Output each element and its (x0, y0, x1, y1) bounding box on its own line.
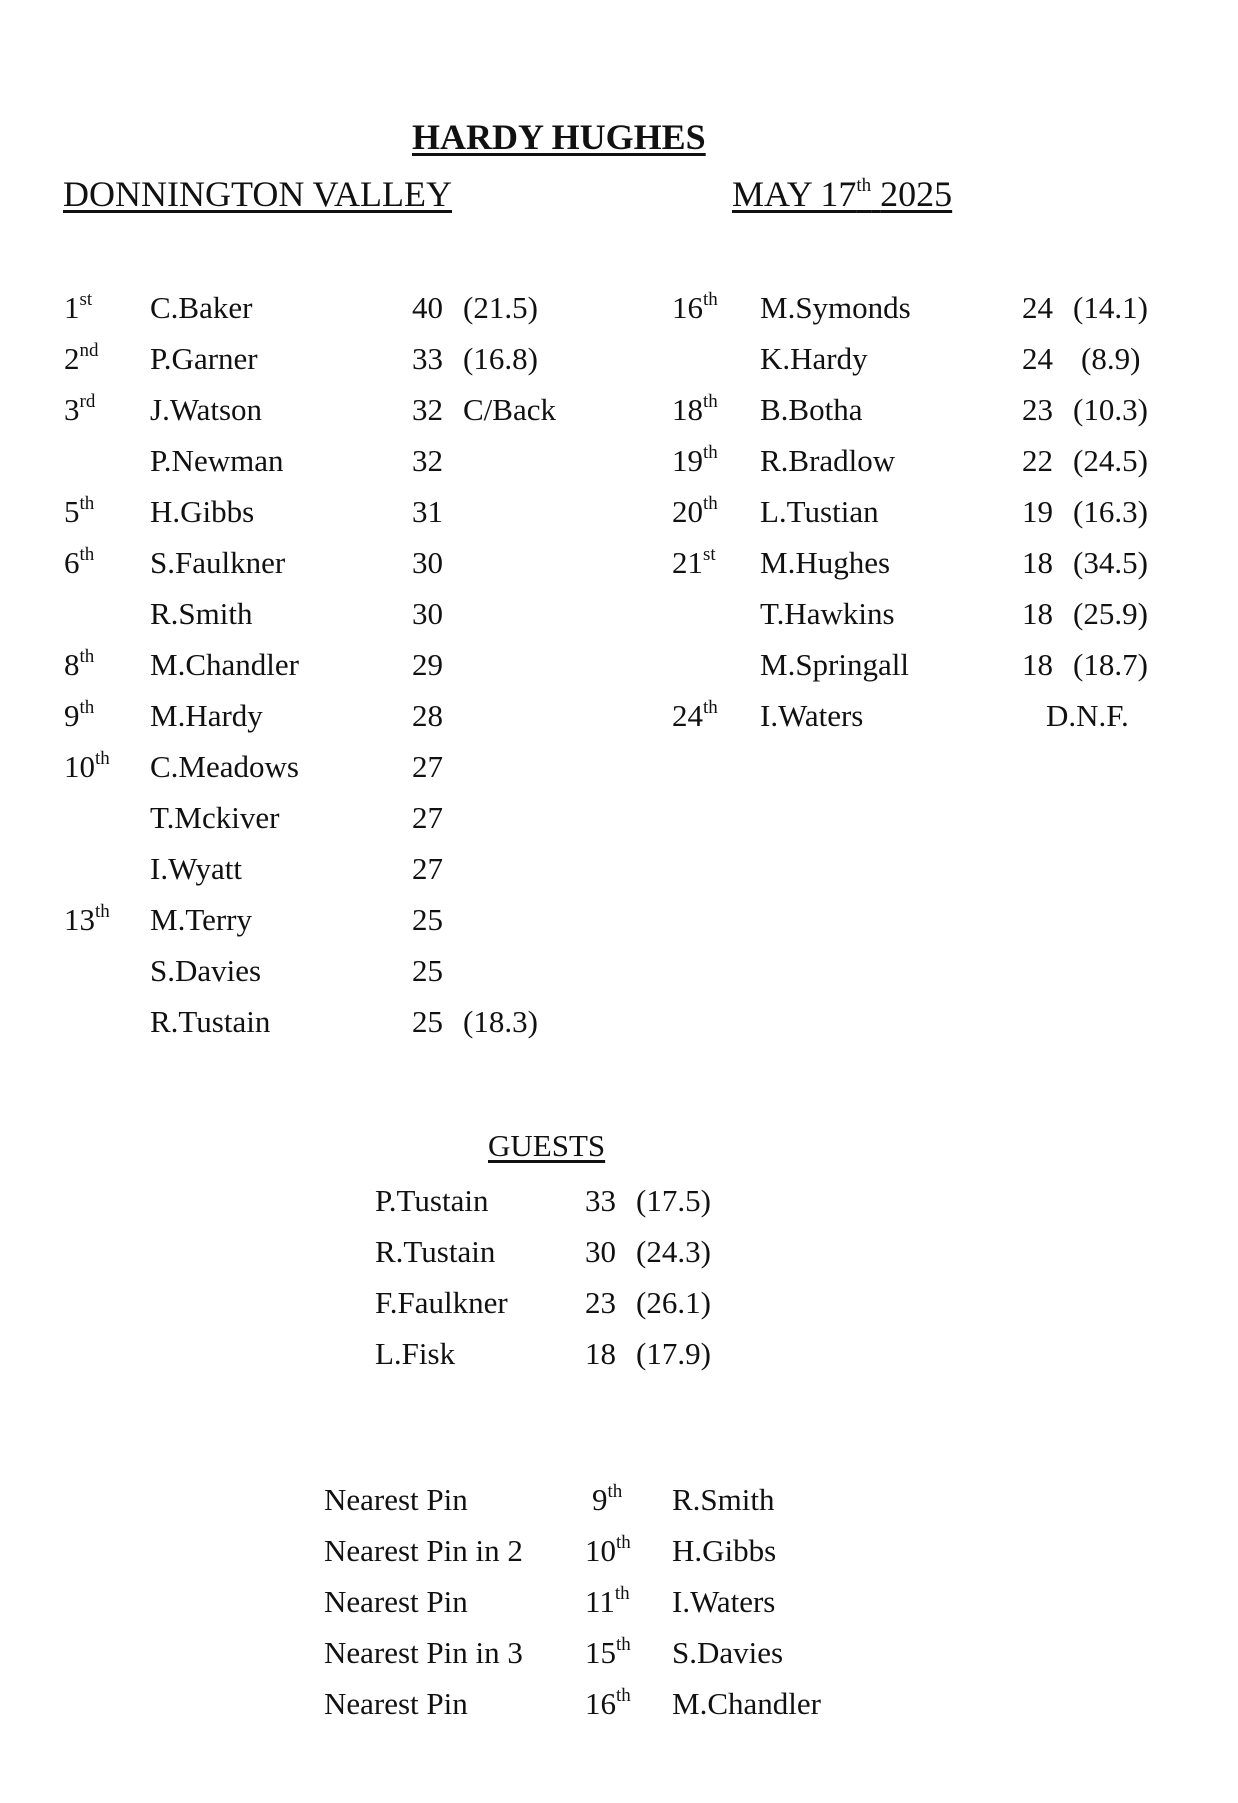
player-score: 18 (1022, 647, 1053, 682)
player-note: (25.9) (1073, 596, 1148, 631)
player-note: (21.5) (463, 290, 538, 325)
player-note: (18.7) (1073, 647, 1148, 682)
result-position (64, 741, 110, 792)
result-row (0, 996, 1238, 1047)
event-date (732, 173, 952, 215)
player-note: (16.3) (1073, 494, 1148, 529)
event-date-year: 2025 (880, 174, 953, 214)
player-name: S.Davies (150, 953, 262, 988)
guest-note: (17.5) (636, 1183, 711, 1218)
result-row (0, 690, 1238, 741)
nearest-pin-label: Nearest Pin in 2 (324, 1533, 523, 1568)
player-note: (34.5) (1073, 545, 1148, 580)
player-score: 40 (412, 290, 443, 325)
guest-row (0, 1226, 1238, 1277)
player-score: 27 (412, 800, 443, 835)
result-position-number: 3 (64, 392, 80, 427)
player-score: 22 (1022, 443, 1053, 478)
guest-name: F.Faulkner (375, 1285, 508, 1320)
player-score: 27 (412, 749, 443, 784)
player-score: 30 (412, 596, 443, 631)
result-position (672, 690, 718, 741)
nearest-pin-winner: M.Chandler (672, 1686, 821, 1721)
player-score: 32 (412, 392, 443, 427)
result-position-suffix: st (703, 543, 716, 565)
nearest-pin-hole (585, 1525, 631, 1576)
result-row (0, 333, 1238, 384)
player-score: 25 (412, 1004, 443, 1039)
nearest-pin-hole-number: 11 (585, 1584, 615, 1619)
result-row (0, 486, 1238, 537)
guest-score: 33 (585, 1183, 616, 1218)
result-position-number: 6 (64, 545, 80, 580)
player-name: J.Watson (150, 392, 263, 427)
nearest-pin-winner: R.Smith (672, 1482, 775, 1517)
nearest-pin-winner: S.Davies (672, 1635, 784, 1670)
player-note: D.N.F. (1046, 698, 1129, 733)
guest-score: 18 (585, 1336, 616, 1371)
result-row (0, 843, 1238, 894)
player-note: (24.5) (1073, 443, 1148, 478)
nearest-pin-hole-number: 10 (585, 1533, 616, 1568)
result-row (0, 792, 1238, 843)
nearest-pin-row (0, 1627, 1238, 1678)
nearest-pin-winner: H.Gibbs (672, 1533, 777, 1568)
result-position-number: 9 (64, 698, 80, 733)
player-name: I.Wyatt (150, 851, 242, 886)
result-position-suffix: nd (79, 339, 99, 361)
result-position (672, 282, 718, 333)
nearest-pin-label: Nearest Pin (324, 1686, 468, 1721)
result-position-number: 21 (672, 545, 703, 580)
result-position-suffix: rd (79, 390, 96, 412)
guest-name: P.Tustain (375, 1183, 489, 1218)
result-position (672, 435, 718, 486)
result-position-number: 18 (672, 392, 703, 427)
guest-row (0, 1175, 1238, 1226)
guest-note: (24.3) (636, 1234, 711, 1269)
player-note: (14.1) (1073, 290, 1148, 325)
player-score: 18 (1022, 596, 1053, 631)
nearest-pin-hole-suffix: th (616, 1684, 631, 1706)
guest-score: 23 (585, 1285, 616, 1320)
nearest-pin-hole-suffix: th (607, 1480, 623, 1502)
player-name: S.Faulkner (150, 545, 286, 580)
player-note: (10.3) (1073, 392, 1148, 427)
guest-note: (26.1) (636, 1285, 711, 1320)
player-name: T.Hawkins (760, 596, 895, 631)
player-score: 27 (412, 851, 443, 886)
player-name: M.Hardy (150, 698, 263, 733)
event-date-suffix: th (856, 175, 872, 196)
result-position-number: 8 (64, 647, 80, 682)
venue-name: DONNINGTON VALLEY (63, 174, 452, 214)
player-name: M.Springall (760, 647, 909, 682)
player-name: P.Newman (150, 443, 284, 478)
player-name: P.Garner (150, 341, 258, 376)
result-position (672, 384, 718, 435)
guest-score: 30 (585, 1234, 616, 1269)
player-score: 30 (412, 545, 443, 580)
player-name: H.Gibbs (150, 494, 255, 529)
player-score: 31 (412, 494, 443, 529)
result-position-suffix: th (703, 390, 718, 412)
nearest-pin-label: Nearest Pin (324, 1584, 468, 1619)
result-position-suffix: th (95, 747, 110, 769)
player-score: 23 (1022, 392, 1053, 427)
player-note: (16.8) (463, 341, 538, 376)
nearest-pin-hole-suffix: th (616, 1633, 631, 1655)
player-score: 25 (412, 953, 443, 988)
result-position-suffix: th (79, 492, 95, 514)
player-score: 28 (412, 698, 443, 733)
nearest-pin-hole-suffix: th (616, 1531, 631, 1553)
result-position-number: 24 (672, 698, 703, 733)
player-score: 24 (1022, 341, 1053, 376)
nearest-pin-hole (585, 1627, 631, 1678)
nearest-pin-hole (592, 1474, 622, 1525)
guests-heading: GUESTS (488, 1128, 606, 1163)
result-position-number: 13 (64, 902, 95, 937)
nearest-pin-label: Nearest Pin in 3 (324, 1635, 523, 1670)
player-score: 25 (412, 902, 443, 937)
result-position (672, 537, 716, 588)
result-position-suffix: th (79, 543, 95, 565)
result-row (0, 588, 1238, 639)
player-score: 19 (1022, 494, 1053, 529)
result-position-number: 1 (64, 290, 80, 325)
player-score: 29 (412, 647, 443, 682)
result-position-suffix: th (703, 288, 718, 310)
player-name: K.Hardy (760, 341, 868, 376)
player-name: M.Chandler (150, 647, 299, 682)
player-score: 33 (412, 341, 443, 376)
result-position-number: 2 (64, 341, 80, 376)
nearest-pin-hole-suffix: th (614, 1582, 630, 1604)
player-name: C.Baker (150, 290, 253, 325)
player-name: M.Symonds (760, 290, 911, 325)
nearest-pin-row (0, 1678, 1238, 1729)
result-position-number: 10 (64, 749, 95, 784)
nearest-pin-hole-number: 16 (585, 1686, 616, 1721)
nearest-pin-row (0, 1474, 1238, 1525)
player-name: T.Mckiver (150, 800, 280, 835)
nearest-pin-hole (585, 1678, 631, 1729)
result-row (0, 894, 1238, 945)
player-score: 18 (1022, 545, 1053, 580)
result-row (0, 639, 1238, 690)
result-row (0, 741, 1238, 792)
result-position-suffix: th (95, 900, 110, 922)
result-position-number: 19 (672, 443, 703, 478)
nearest-pin-row (0, 1525, 1238, 1576)
result-position-number: 20 (672, 494, 703, 529)
player-name: M.Terry (150, 902, 252, 937)
player-name: L.Tustian (760, 494, 879, 529)
nearest-pin-hole-number: 15 (585, 1635, 616, 1670)
guest-row (0, 1277, 1238, 1328)
guest-name: L.Fisk (375, 1336, 456, 1371)
player-name: R.Bradlow (760, 443, 896, 478)
nearest-pin-hole (585, 1576, 630, 1627)
guest-row (0, 1328, 1238, 1379)
result-position-suffix: th (703, 696, 718, 718)
player-name: B.Botha (760, 392, 863, 427)
player-score: 24 (1022, 290, 1053, 325)
result-position-suffix: th (703, 441, 718, 463)
result-position-number: 5 (64, 494, 80, 529)
result-row (0, 537, 1238, 588)
player-note: C/Back (463, 392, 556, 427)
nearest-pin-hole-number: 9 (592, 1482, 608, 1517)
player-name: C.Meadows (150, 749, 299, 784)
result-row (0, 945, 1238, 996)
nearest-pin-label: Nearest Pin (324, 1482, 468, 1517)
result-row (0, 435, 1238, 486)
result-position (672, 486, 718, 537)
guest-note: (17.9) (636, 1336, 711, 1371)
nearest-pin-winner: I.Waters (672, 1584, 776, 1619)
player-note: (8.9) (1081, 341, 1141, 376)
player-name: R.Tustain (150, 1004, 271, 1039)
player-name: M.Hughes (760, 545, 891, 580)
result-position-number: 16 (672, 290, 703, 325)
result-row (0, 384, 1238, 435)
player-note: (18.3) (463, 1004, 538, 1039)
guest-name: R.Tustain (375, 1234, 496, 1269)
player-name: R.Smith (150, 596, 253, 631)
result-position (64, 894, 110, 945)
page-title: HARDY HUGHES (412, 117, 706, 157)
player-name: I.Waters (760, 698, 864, 733)
result-row (0, 282, 1238, 333)
result-position-suffix: st (79, 288, 93, 310)
result-position-suffix: th (79, 696, 95, 718)
result-position-suffix: th (79, 645, 95, 667)
event-date-month-day: MAY 17 (732, 174, 857, 214)
result-position-suffix: th (703, 492, 718, 514)
nearest-pin-row (0, 1576, 1238, 1627)
player-score: 32 (412, 443, 443, 478)
